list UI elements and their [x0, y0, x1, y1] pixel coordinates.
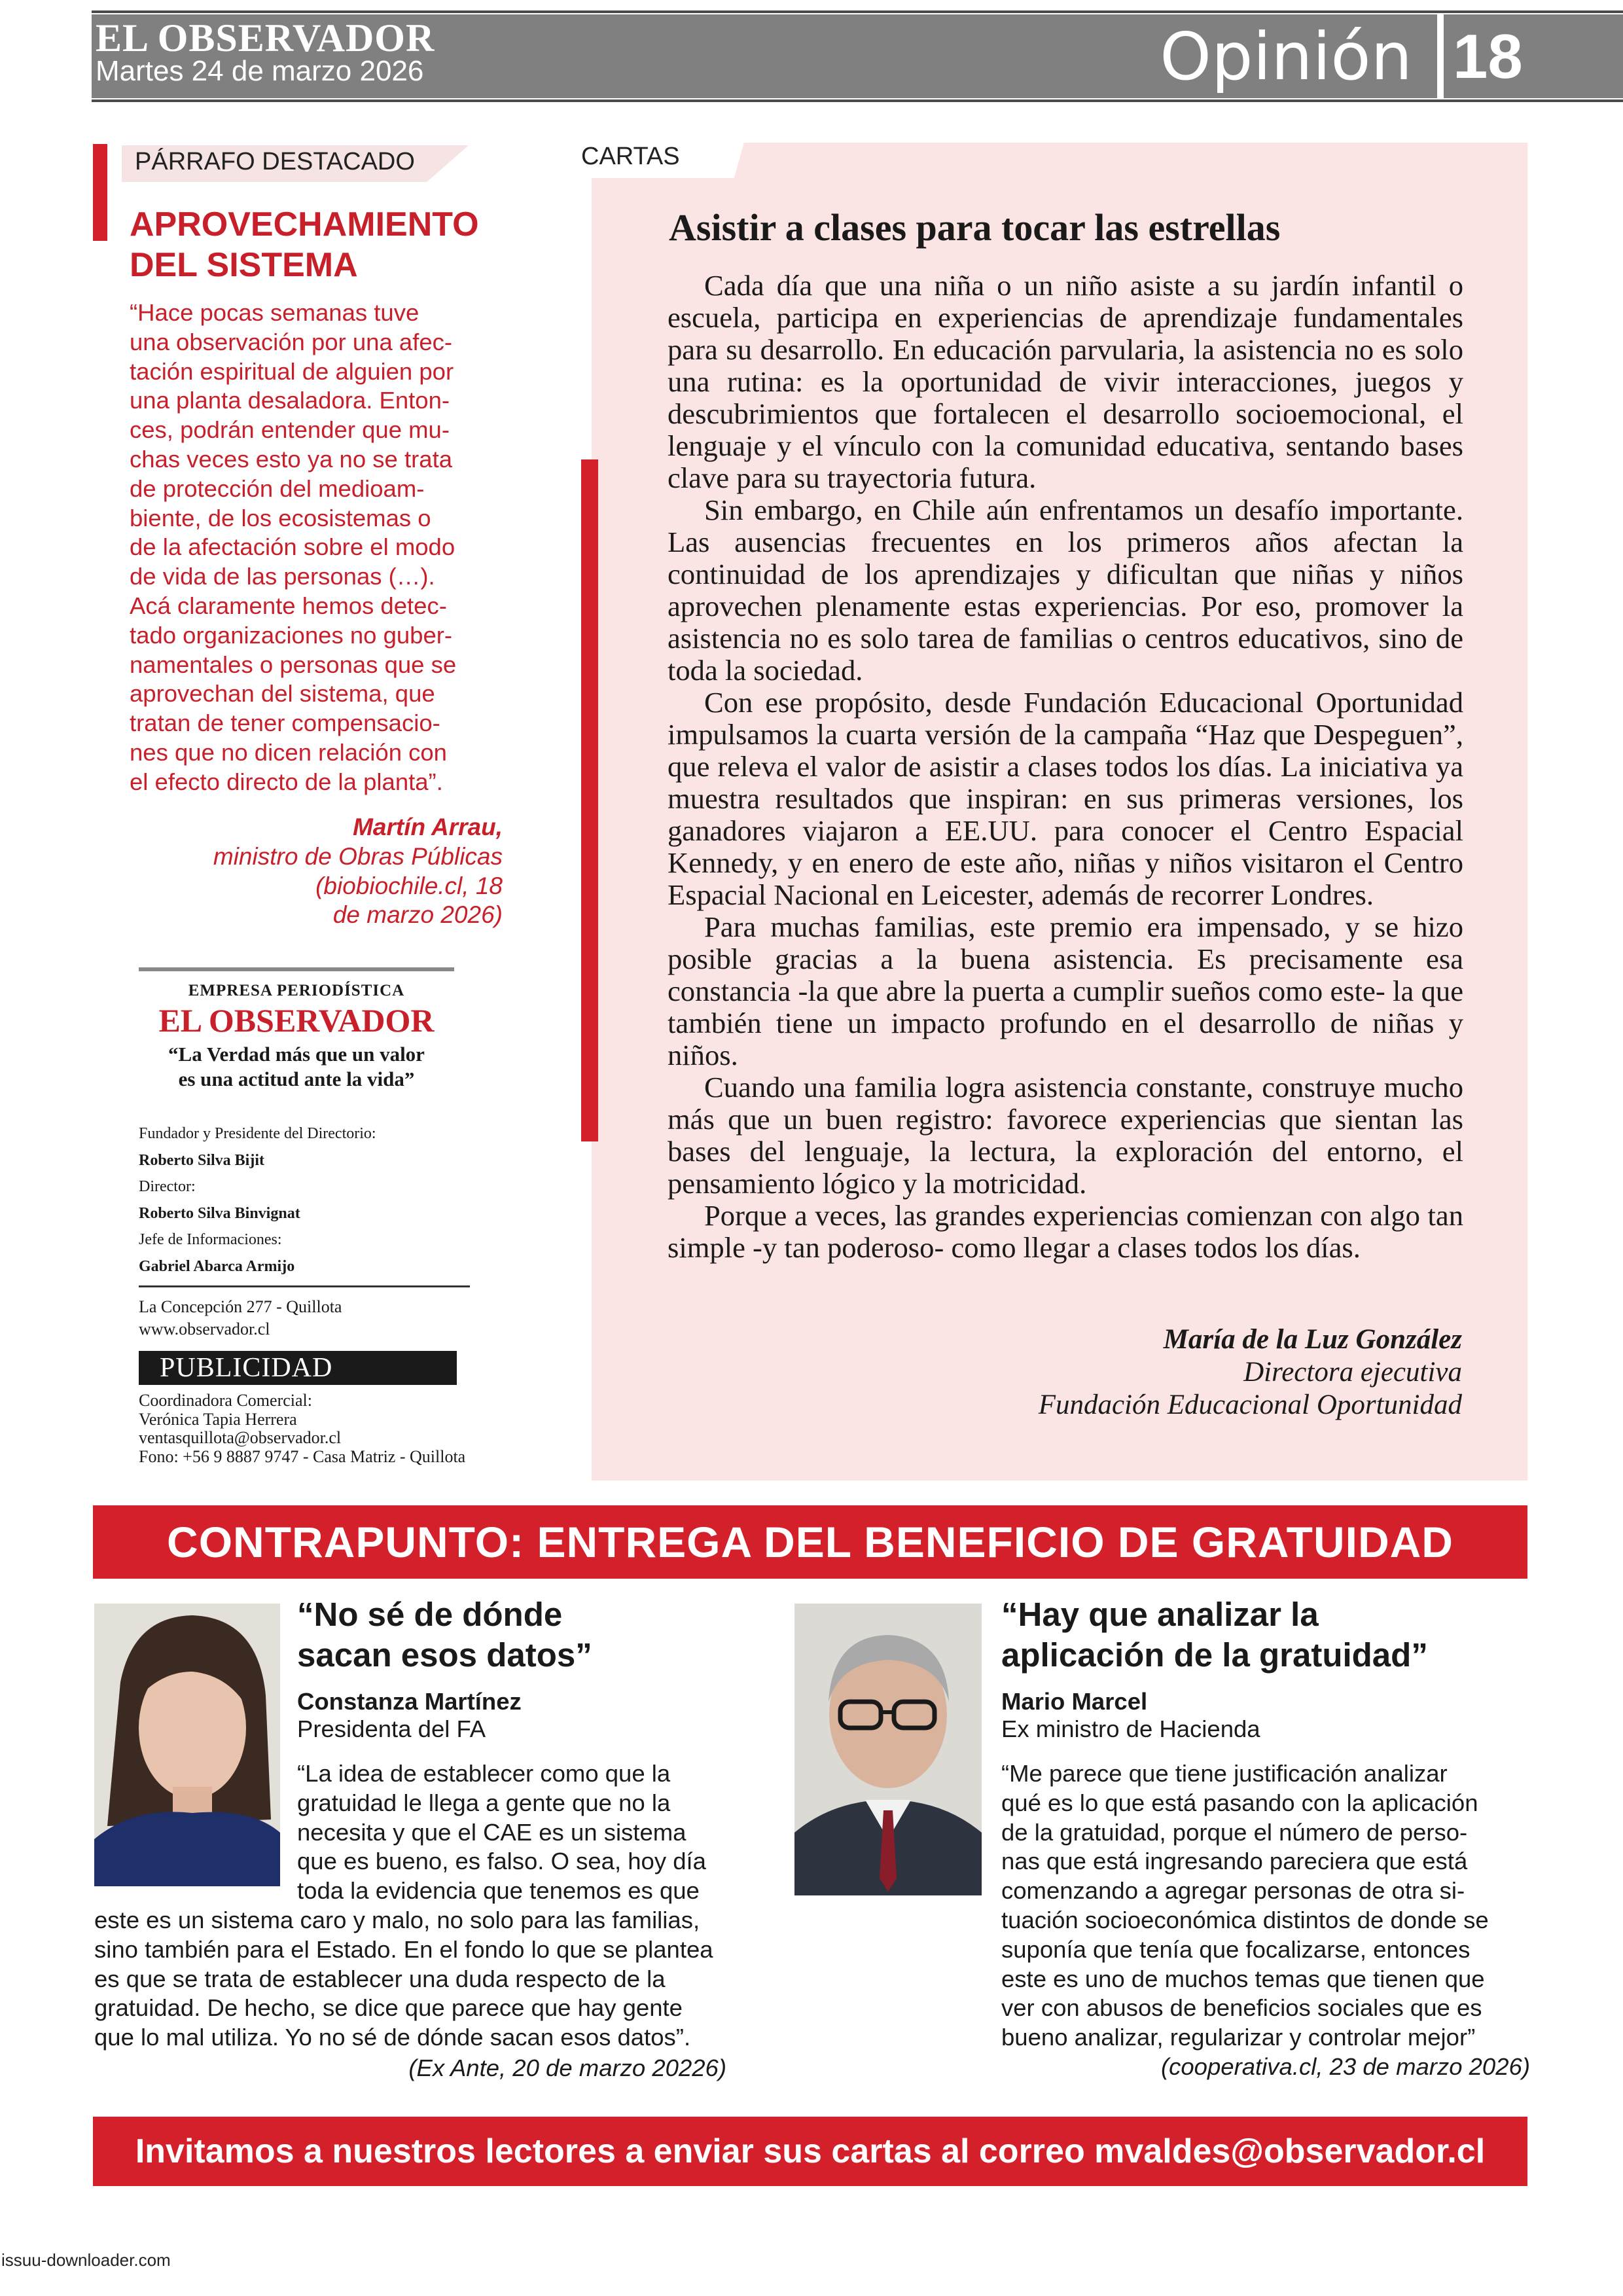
headline-line: aplicación de la gratuidad” — [1001, 1636, 1428, 1674]
portrait-man-image — [794, 1604, 982, 1895]
quote-line: una planta desaladora. Enton- — [130, 387, 450, 414]
quote-line: este es uno de muchos temas que tienen que — [1001, 1965, 1485, 1992]
page-number: 18 — [1453, 22, 1523, 92]
publicidad-line: Verónica Tapia Herrera — [139, 1409, 297, 1429]
staff-name: Gabriel Abarca Armijo — [139, 1257, 295, 1275]
quote-line: este es un sistema caro y malo, no solo para las familias, — [94, 1907, 700, 1933]
masthead-motto — [139, 1042, 454, 1092]
quote-line: gratuidad le llega a gente que no la — [297, 1789, 671, 1816]
letter-section-label: CARTAS — [581, 143, 680, 170]
quote-line: chas veces esto ya no se trata — [130, 445, 453, 473]
publicidad-label: PUBLICIDAD — [160, 1353, 333, 1383]
section-title: Opinión — [1160, 18, 1412, 95]
quote-line: ces, podrán entender que mu- — [130, 416, 450, 444]
staff-role: Director: — [139, 1178, 196, 1196]
quote-line: gratuidad. De hecho, se dice que parece que hay gente — [94, 1994, 683, 2022]
quote-line: “Hace pocas semanas tuve — [130, 299, 419, 326]
publicidad-info — [139, 1391, 465, 1466]
highlight-author-name: Martín Arrau, — [353, 814, 503, 840]
contrapunto-title: CONTRAPUNTO: ENTREGA DEL BENEFICIO DE GRATUIDAD — [167, 1518, 1454, 1566]
masthead-address-block — [139, 1296, 342, 1340]
footer-invitation[interactable]: Invitamos a nuestros lectores a enviar sus cartas al correo mvaldes@observador.cl — [135, 2132, 1486, 2170]
letter-author-org: Fundación Educacional Oportunidad — [1038, 1390, 1462, 1420]
right-speaker-name: Mario Marcel — [1001, 1688, 1148, 1715]
highlight-title-line: DEL SISTEMA — [130, 246, 358, 284]
header-bottom-rule — [92, 99, 1623, 102]
headline-line: sacan esos datos” — [297, 1636, 592, 1674]
quote-line: sino también para el Estado. En el fondo lo que se plantea — [94, 1935, 713, 1963]
quote-line: tado organizaciones no guber- — [130, 621, 453, 649]
masthead-company-type: EMPRESA PERIODÍSTICA — [188, 982, 405, 999]
highlight-accent-bar — [93, 144, 107, 241]
masthead-name: EL OBSERVADOR — [158, 1002, 435, 1039]
quote-line: nas que está ingresando pareciera que está — [1001, 1848, 1468, 1875]
headline-line: “Hay que analizar la — [1001, 1596, 1319, 1633]
quote-line: que es bueno, es falso. O sea, hoy día — [297, 1848, 706, 1875]
constanza-martinez-photo — [94, 1604, 280, 1886]
letter-paragraph: Cuando una familia logra asistencia constante, construye mucho más que un buen registro: favorece experiencias que sientan las bases del lenguaje, la lectura, la exploración del entorno, el pensamiento lógico y la motricidad. — [668, 1071, 1463, 1200]
publicidad-email[interactable]: ventasquillota@observador.cl — [139, 1428, 342, 1447]
left-quote-text — [297, 1759, 716, 1906]
quote-line: qué es lo que está pasando con la aplicación — [1001, 1789, 1478, 1816]
right-quote-text — [1001, 1759, 1518, 2053]
quote-line: aprovechan del sistema, que — [130, 680, 435, 708]
masthead-address: La Concepción 277 - Quillota — [139, 1297, 342, 1316]
masthead-website[interactable]: www.observador.cl — [139, 1319, 270, 1338]
letter-paragraph: Porque a veces, las grandes experiencias comienzan con algo tan simple -y tan poderoso- como llegar a clases todos los días. — [668, 1199, 1463, 1264]
staff-name: Roberto Silva Binvignat — [139, 1204, 300, 1222]
quote-line: toda la evidencia que tenemos es que — [297, 1877, 700, 1905]
header-date: Martes 24 de marzo 2026 — [96, 55, 424, 87]
quote-line: nes que no dicen relación con — [130, 738, 447, 766]
quote-line: tratan de tener compensacio- — [130, 709, 440, 737]
masthead-rule — [139, 967, 454, 971]
masthead-staff — [139, 1121, 479, 1280]
highlight-author-line: de marzo 2026) — [332, 901, 503, 929]
highlight-author-line: ministro de Obras Públicas — [213, 842, 503, 870]
quote-line: biente, de los ecosistemas o — [130, 504, 431, 531]
highlight-attribution — [213, 813, 503, 930]
quote-line: tuación socioeconómica distintos de donde se — [1001, 1906, 1489, 1933]
quote-line: bueno analizar, regularizar y controlar mejor” — [1001, 2024, 1476, 2051]
masthead-rule-2 — [139, 1285, 470, 1287]
letter-author-name: María de la Luz González — [1163, 1324, 1462, 1355]
quote-line: ver con abusos de beneficios sociales que es — [1001, 1994, 1482, 2022]
letter-body — [668, 270, 1463, 1264]
left-quote-source: (Ex Ante, 20 de marzo 20226) — [408, 2054, 726, 2081]
quote-line: namentales o personas que se — [130, 651, 457, 678]
highlight-quote — [130, 298, 509, 797]
quote-line: de vida de las personas (…). — [130, 563, 435, 590]
left-quote-text-cont — [94, 1906, 722, 2053]
left-quote-headline — [297, 1594, 592, 1676]
quote-line: es que se trata de establecer una duda respecto de la — [94, 1965, 666, 1992]
highlight-label: PÁRRAFO DESTACADO — [135, 148, 415, 175]
quote-line: de la gratuidad, porque el número de perso- — [1001, 1818, 1468, 1846]
right-quote-headline — [1001, 1594, 1428, 1676]
letter-paragraph: Cada día que una niña o un niño asiste a su jardín infantil o escuela, participa en experiencias de aprendizaje fundamentales para su desarrollo. En educación parvularia, la asistencia no es solo una rutina: es la oportunidad de vivir interacciones, juegos y descubrimientos que fortalecen el desarrollo socioemocional, el lenguaje y el vínculo con la comunidad educativa, sentando bases clave para su trayectoria futura. — [668, 269, 1463, 494]
quote-line: “La idea de establecer como que la — [297, 1760, 671, 1787]
highlight-author-line: (biobiochile.cl, 18 — [315, 872, 503, 899]
letter-paragraph: Para muchas familias, este premio era impensado, y se hizo posible gracias a la buena asistencia. Es precisamente esa constancia -la que abre la puerta a cumplir sueños como este- la que también tiene un impacto profundo en el desarrollo de niñas y niños. — [668, 910, 1463, 1071]
header-divider — [1437, 14, 1444, 98]
headline-line: “No sé de dónde — [297, 1596, 563, 1633]
right-quote-source: (cooperativa.cl, 23 de marzo 2026) — [1160, 2053, 1530, 2080]
mario-marcel-photo — [794, 1604, 982, 1895]
quote-line: tación espiritual de alguien por — [130, 357, 454, 385]
letter-paragraph: Sin embargo, en Chile aún enfrentamos un desafío importante. Las ausencias frecuentes en los primeros años afectan la continuidad de los aprendizajes y dificultan que niñas y niños aprovechen plenamente estas experiencias. Por eso, promover la asistencia no es solo tarea de familias o centros educativos, sino de toda la sociedad. — [668, 493, 1463, 687]
quote-line: “Me parece que tiene justificación analizar — [1001, 1760, 1448, 1787]
letter-paragraph: Con ese propósito, desde Fundación Educacional Oportunidad impulsamos la cuarta versión de la campaña “Haz que Despeguen”, que releva el valor de asistir a clases todos los días. La iniciativa ya muestra resultados que inspiran: en sus primeras versiones, los ganadores viajaron a EE.UU. para conocer el Centro Espacial Kennedy, y en enero de este año, niñas y niños visitaron el Centro Espacial Nacional en Leicester, además de recorrer Londres. — [668, 686, 1463, 911]
highlight-title-line: APROVECHAMIENTO — [130, 206, 479, 243]
portrait-woman-image — [94, 1604, 280, 1886]
staff-role: Fundador y Presidente del Directorio: — [139, 1125, 376, 1142]
letter-author-role: Directora ejecutiva — [1243, 1357, 1462, 1388]
watermark: issuu-downloader.com — [1, 2250, 171, 2270]
quote-line: necesita y que el CAE es un sistema — [297, 1818, 687, 1846]
staff-name: Roberto Silva Bijit — [139, 1151, 264, 1169]
quote-line: una observación por una afec- — [130, 328, 453, 355]
quote-line: suponía que tenía que focalizarse, entonces — [1001, 1935, 1471, 1963]
staff-role: Jefe de Informaciones: — [139, 1231, 282, 1249]
letter-title: Asistir a clases para tocar las estrellas — [669, 206, 1281, 249]
highlight-title — [130, 204, 496, 285]
quote-line: de protección del medioam- — [130, 475, 425, 502]
quote-line: de la afectación sobre el modo — [130, 533, 455, 561]
quote-line: comenzando a agregar personas de otra si- — [1001, 1877, 1465, 1905]
publicidad-line: Coordinadora Comercial: — [139, 1391, 312, 1410]
letter-signature — [1039, 1323, 1462, 1422]
motto-line: “La Verdad más que un valor — [168, 1043, 425, 1066]
left-speaker-name: Constanza Martínez — [297, 1688, 522, 1715]
header-masthead: EL OBSERVADOR — [96, 16, 435, 60]
publicidad-line: Fono: +56 9 8887 9747 - Casa Matriz - Quillota — [139, 1446, 466, 1466]
letter-accent-bar — [581, 459, 598, 1141]
motto-line: es una actitud ante la vida” — [178, 1067, 415, 1090]
header-top-rule — [92, 10, 1623, 13]
quote-line: que lo mal utiliza. Yo no sé de dónde sacan esos datos”. — [94, 2024, 691, 2051]
left-speaker-role: Presidenta del FA — [297, 1715, 486, 1742]
quote-line: Acá claramente hemos detec- — [130, 592, 447, 619]
quote-line: el efecto directo de la planta”. — [130, 768, 443, 795]
right-speaker-role: Ex ministro de Hacienda — [1001, 1715, 1260, 1742]
